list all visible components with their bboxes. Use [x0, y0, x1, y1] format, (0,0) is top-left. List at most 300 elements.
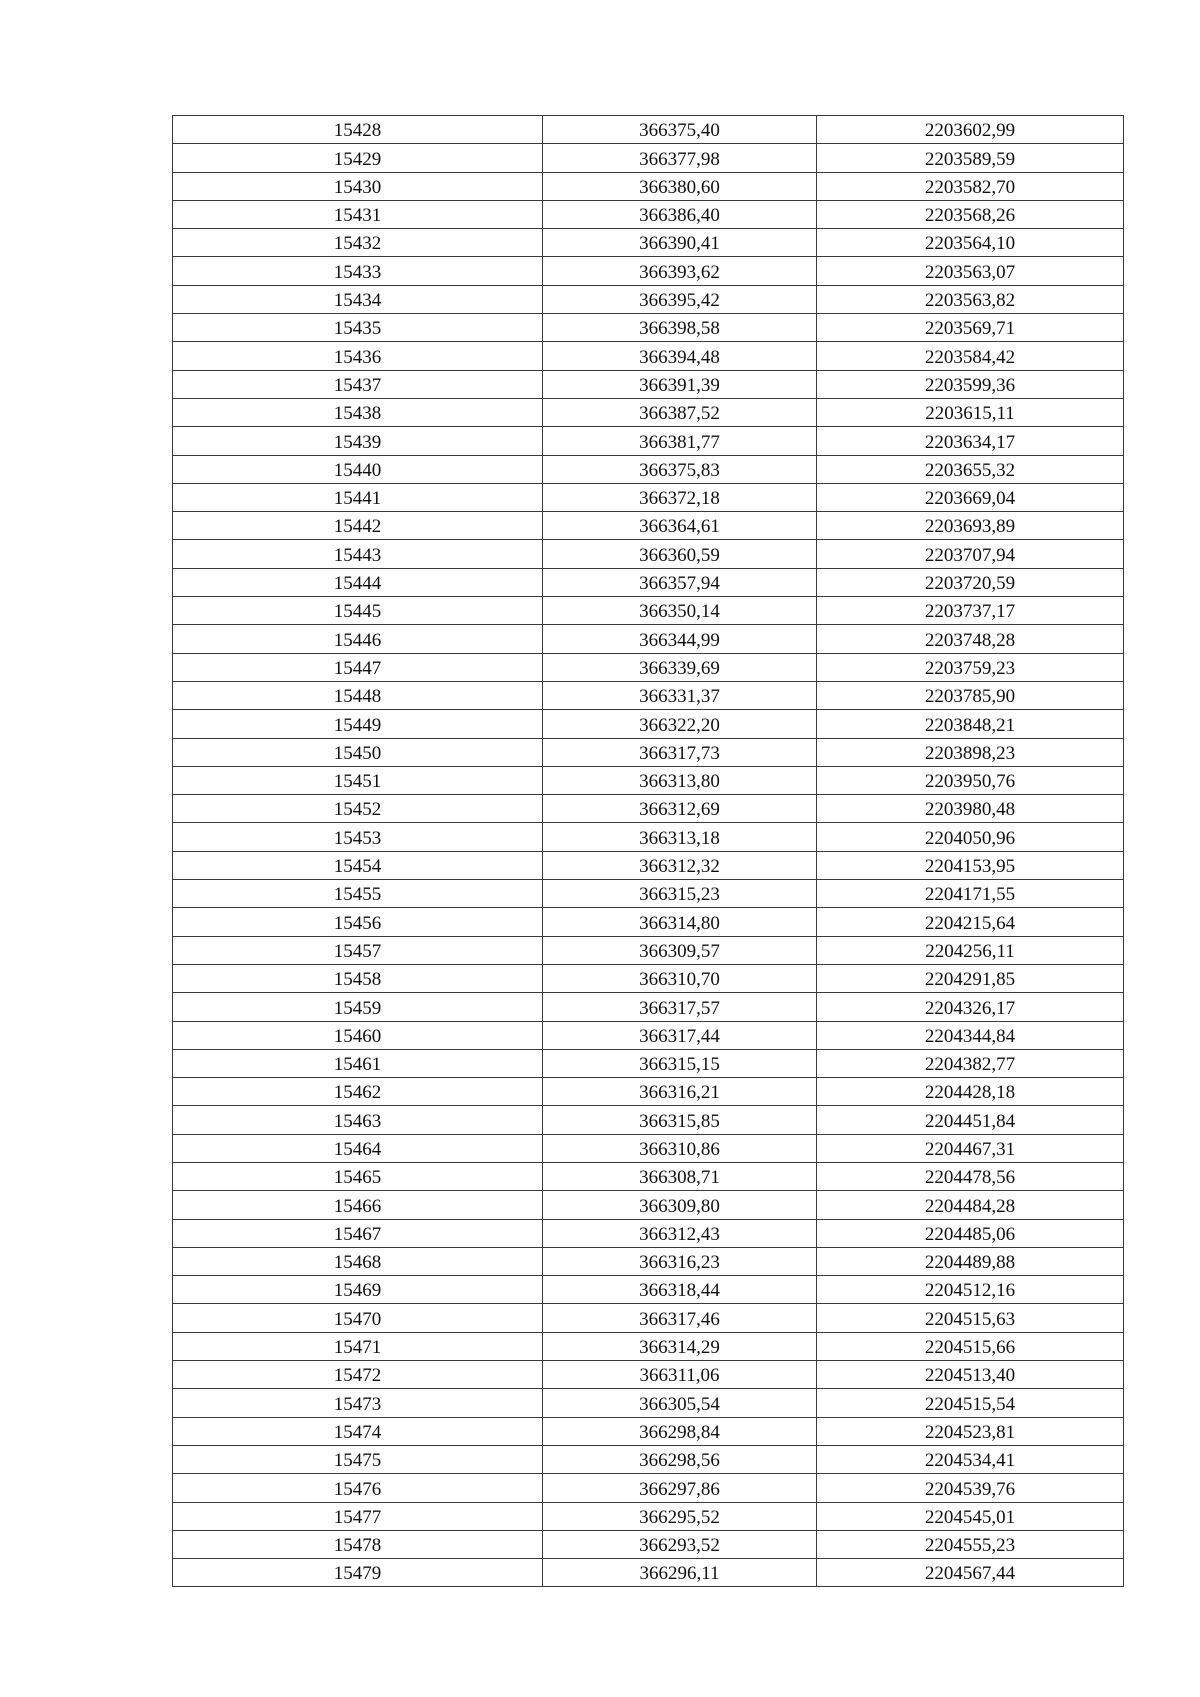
x-coordinate-cell [543, 398, 817, 426]
y-coordinate-cell-text: 2203848,21 [924, 714, 1016, 736]
table-row [173, 116, 1124, 144]
y-coordinate-cell [817, 285, 1124, 313]
y-coordinate-cell-text: 2204534,41 [924, 1450, 1016, 1472]
y-coordinate-cell [817, 908, 1124, 936]
y-coordinate-cell-text: 2203980,48 [924, 799, 1016, 821]
point-number-cell-text: 15444 [333, 573, 382, 595]
x-coordinate-cell [543, 880, 817, 908]
x-coordinate-cell [543, 993, 817, 1021]
table-row [173, 936, 1124, 964]
y-coordinate-cell-text: 2204523,81 [924, 1421, 1016, 1443]
point-number-cell [173, 851, 543, 879]
y-coordinate-cell [817, 1332, 1124, 1360]
point-number-cell-text: 15437 [333, 374, 382, 396]
x-coordinate-cell [543, 766, 817, 794]
table-row [173, 597, 1124, 625]
point-number-cell [173, 512, 543, 540]
y-coordinate-cell [817, 229, 1124, 257]
y-coordinate-cell [817, 880, 1124, 908]
x-coordinate-cell [543, 738, 817, 766]
x-coordinate-cell [543, 710, 817, 738]
point-number-cell [173, 427, 543, 455]
x-coordinate-cell-text: 366298,84 [639, 1421, 720, 1443]
point-number-cell-text: 15446 [333, 629, 382, 651]
table-row [173, 766, 1124, 794]
point-number-cell-text: 15475 [333, 1450, 382, 1472]
x-coordinate-cell [543, 851, 817, 879]
y-coordinate-cell [817, 1049, 1124, 1077]
x-coordinate-cell [543, 1021, 817, 1049]
x-coordinate-cell-text: 366391,39 [639, 374, 720, 396]
point-number-cell [173, 568, 543, 596]
point-number-cell [173, 653, 543, 681]
y-coordinate-cell [817, 851, 1124, 879]
point-number-cell-text: 15459 [333, 997, 382, 1019]
x-coordinate-cell [543, 1162, 817, 1190]
y-coordinate-cell-text: 2204545,01 [924, 1506, 1016, 1528]
table-row [173, 993, 1124, 1021]
table-row [173, 314, 1124, 342]
y-coordinate-cell [817, 540, 1124, 568]
x-coordinate-cell [543, 314, 817, 342]
y-coordinate-cell-text: 2203569,71 [924, 318, 1016, 340]
y-coordinate-cell-text: 2204428,18 [924, 1082, 1016, 1104]
point-number-cell-text: 15432 [333, 233, 382, 255]
y-coordinate-cell-text: 2204153,95 [924, 856, 1016, 878]
y-coordinate-cell [817, 427, 1124, 455]
table-row [173, 653, 1124, 681]
x-coordinate-cell-text: 366314,80 [639, 912, 720, 934]
point-number-cell [173, 1276, 543, 1304]
y-coordinate-cell-text: 2204489,88 [924, 1252, 1016, 1274]
point-number-cell-text: 15443 [333, 544, 382, 566]
point-number-cell-text: 15450 [333, 742, 382, 764]
point-number-cell-text: 15453 [333, 827, 382, 849]
point-number-cell-text: 15447 [333, 657, 382, 679]
y-coordinate-cell [817, 1191, 1124, 1219]
point-number-cell [173, 766, 543, 794]
y-coordinate-cell-text: 2204512,16 [924, 1280, 1016, 1302]
y-coordinate-cell [817, 766, 1124, 794]
point-number-cell-text: 15454 [333, 856, 382, 878]
point-number-cell [173, 1078, 543, 1106]
y-coordinate-cell [817, 1134, 1124, 1162]
point-number-cell [173, 455, 543, 483]
point-number-cell-text: 15429 [333, 148, 382, 170]
table-row [173, 1219, 1124, 1247]
point-number-cell-text: 15467 [333, 1223, 382, 1245]
point-number-cell-text: 15428 [333, 120, 382, 142]
point-number-cell [173, 795, 543, 823]
y-coordinate-cell [817, 1219, 1124, 1247]
point-number-cell-text: 15465 [333, 1167, 382, 1189]
point-number-cell-text: 15441 [333, 488, 382, 510]
point-number-cell [173, 681, 543, 709]
x-coordinate-cell-text: 366318,44 [639, 1280, 720, 1302]
point-number-cell [173, 540, 543, 568]
x-coordinate-cell [543, 823, 817, 851]
x-coordinate-cell-text: 366314,29 [639, 1337, 720, 1359]
y-coordinate-cell-text: 2203737,17 [924, 601, 1016, 623]
point-number-cell [173, 200, 543, 228]
point-number-cell-text: 15468 [333, 1252, 382, 1274]
x-coordinate-cell [543, 257, 817, 285]
y-coordinate-cell-text: 2204513,40 [924, 1365, 1016, 1387]
y-coordinate-cell [817, 144, 1124, 172]
table-row [173, 795, 1124, 823]
y-coordinate-cell-text: 2204515,63 [924, 1308, 1016, 1330]
x-coordinate-cell-text: 366315,85 [639, 1110, 720, 1132]
y-coordinate-cell [817, 200, 1124, 228]
y-coordinate-cell-text: 2203950,76 [924, 771, 1016, 793]
point-number-cell-text: 15463 [333, 1110, 382, 1132]
x-coordinate-cell [543, 540, 817, 568]
x-coordinate-cell [543, 200, 817, 228]
point-number-cell-text: 15440 [333, 459, 382, 481]
x-coordinate-cell-text: 366295,52 [639, 1506, 720, 1528]
x-coordinate-cell [543, 936, 817, 964]
x-coordinate-cell-text: 366375,83 [639, 459, 720, 481]
table-row [173, 1191, 1124, 1219]
y-coordinate-cell [817, 370, 1124, 398]
x-coordinate-cell-text: 366313,80 [639, 771, 720, 793]
table-row [173, 1332, 1124, 1360]
point-number-cell-text: 15478 [333, 1535, 382, 1557]
x-coordinate-cell-text: 366381,77 [639, 431, 720, 453]
y-coordinate-cell-text: 2203898,23 [924, 742, 1016, 764]
point-number-cell [173, 1445, 543, 1473]
point-number-cell-text: 15435 [333, 318, 382, 340]
x-coordinate-cell-text: 366311,06 [639, 1365, 720, 1387]
point-number-cell [173, 144, 543, 172]
x-coordinate-cell-text: 366357,94 [639, 573, 720, 595]
point-number-cell [173, 370, 543, 398]
point-number-cell-text: 15477 [333, 1506, 382, 1528]
y-coordinate-cell [817, 823, 1124, 851]
y-coordinate-cell [817, 1078, 1124, 1106]
x-coordinate-cell-text: 366312,32 [639, 856, 720, 878]
x-coordinate-cell [543, 1134, 817, 1162]
table-row [173, 229, 1124, 257]
y-coordinate-cell [817, 710, 1124, 738]
y-coordinate-cell [817, 1502, 1124, 1530]
y-coordinate-cell-text: 2204567,44 [924, 1563, 1016, 1585]
table-row [173, 710, 1124, 738]
y-coordinate-cell-text: 2203669,04 [924, 488, 1016, 510]
x-coordinate-cell-text: 366313,18 [639, 827, 720, 849]
table-row [173, 738, 1124, 766]
point-number-cell-text: 15431 [333, 205, 382, 227]
y-coordinate-cell [817, 795, 1124, 823]
point-number-cell [173, 257, 543, 285]
y-coordinate-cell [817, 1474, 1124, 1502]
x-coordinate-cell-text: 366305,54 [639, 1393, 720, 1415]
point-number-cell [173, 1106, 543, 1134]
point-number-cell [173, 1417, 543, 1445]
table-row [173, 427, 1124, 455]
x-coordinate-cell [543, 1417, 817, 1445]
table-row [173, 964, 1124, 992]
x-coordinate-cell [543, 568, 817, 596]
y-coordinate-cell-text: 2203563,07 [924, 261, 1016, 283]
x-coordinate-cell-text: 366310,70 [639, 969, 720, 991]
y-coordinate-cell [817, 1389, 1124, 1417]
y-coordinate-cell-text: 2204215,64 [924, 912, 1016, 934]
x-coordinate-cell-text: 366315,23 [639, 884, 720, 906]
coordinates-table [172, 115, 1124, 1587]
y-coordinate-cell [817, 964, 1124, 992]
point-number-cell [173, 1162, 543, 1190]
x-coordinate-cell-text: 366331,37 [639, 686, 720, 708]
x-coordinate-cell [543, 370, 817, 398]
x-coordinate-cell [543, 285, 817, 313]
y-coordinate-cell [817, 653, 1124, 681]
x-coordinate-cell [543, 795, 817, 823]
point-number-cell-text: 15474 [333, 1421, 382, 1443]
y-coordinate-cell-text: 2204344,84 [924, 1025, 1016, 1047]
y-coordinate-cell-text: 2204484,28 [924, 1195, 1016, 1217]
x-coordinate-cell-text: 366316,23 [639, 1252, 720, 1274]
point-number-cell-text: 15461 [333, 1054, 382, 1076]
point-number-cell-text: 15442 [333, 516, 382, 538]
table-row [173, 285, 1124, 313]
table-row [173, 1106, 1124, 1134]
y-coordinate-cell [817, 314, 1124, 342]
x-coordinate-cell-text: 366386,40 [639, 205, 720, 227]
x-coordinate-cell-text: 366317,44 [639, 1025, 720, 1047]
point-number-cell-text: 15473 [333, 1393, 382, 1415]
table-row [173, 1078, 1124, 1106]
point-number-cell-text: 15455 [333, 884, 382, 906]
y-coordinate-cell [817, 625, 1124, 653]
point-number-cell-text: 15470 [333, 1308, 382, 1330]
x-coordinate-cell-text: 366393,62 [639, 261, 720, 283]
x-coordinate-cell [543, 908, 817, 936]
point-number-cell-text: 15457 [333, 940, 382, 962]
point-number-cell [173, 597, 543, 625]
y-coordinate-cell-text: 2204485,06 [924, 1223, 1016, 1245]
point-number-cell-text: 15436 [333, 346, 382, 368]
x-coordinate-cell-text: 366317,57 [639, 997, 720, 1019]
point-number-cell-text: 15451 [333, 771, 382, 793]
y-coordinate-cell-text: 2204478,56 [924, 1167, 1016, 1189]
point-number-cell [173, 964, 543, 992]
table-row [173, 1417, 1124, 1445]
x-coordinate-cell-text: 366344,99 [639, 629, 720, 651]
table-row [173, 625, 1124, 653]
y-coordinate-cell-text: 2203693,89 [924, 516, 1016, 538]
y-coordinate-cell-text: 2203589,59 [924, 148, 1016, 170]
y-coordinate-cell-text: 2204050,96 [924, 827, 1016, 849]
point-number-cell-text: 15458 [333, 969, 382, 991]
coordinates-table-body [173, 116, 1124, 1587]
table-row [173, 483, 1124, 511]
x-coordinate-cell [543, 1078, 817, 1106]
y-coordinate-cell [817, 342, 1124, 370]
x-coordinate-cell-text: 366387,52 [639, 403, 720, 425]
point-number-cell [173, 1389, 543, 1417]
x-coordinate-cell [543, 625, 817, 653]
y-coordinate-cell [817, 1106, 1124, 1134]
y-coordinate-cell-text: 2203584,42 [924, 346, 1016, 368]
y-coordinate-cell-text: 2204515,66 [924, 1337, 1016, 1359]
x-coordinate-cell-text: 366398,58 [639, 318, 720, 340]
x-coordinate-cell [543, 1191, 817, 1219]
table-row [173, 1162, 1124, 1190]
y-coordinate-cell [817, 398, 1124, 426]
y-coordinate-cell-text: 2203748,28 [924, 629, 1016, 651]
y-coordinate-cell-text: 2203655,32 [924, 459, 1016, 481]
point-number-cell-text: 15476 [333, 1478, 382, 1500]
y-coordinate-cell-text: 2204539,76 [924, 1478, 1016, 1500]
x-coordinate-cell [543, 483, 817, 511]
x-coordinate-cell [543, 1276, 817, 1304]
table-row [173, 144, 1124, 172]
table-row [173, 172, 1124, 200]
table-row [173, 908, 1124, 936]
x-coordinate-cell [543, 229, 817, 257]
x-coordinate-cell [543, 964, 817, 992]
point-number-cell-text: 15466 [333, 1195, 382, 1217]
table-row [173, 880, 1124, 908]
point-number-cell [173, 993, 543, 1021]
y-coordinate-cell [817, 993, 1124, 1021]
x-coordinate-cell-text: 366364,61 [639, 516, 720, 538]
y-coordinate-cell [817, 483, 1124, 511]
x-coordinate-cell [543, 1361, 817, 1389]
table-row [173, 1502, 1124, 1530]
point-number-cell-text: 15439 [333, 431, 382, 453]
point-number-cell [173, 1247, 543, 1275]
y-coordinate-cell-text: 2204291,85 [924, 969, 1016, 991]
point-number-cell-text: 15462 [333, 1082, 382, 1104]
point-number-cell-text: 15445 [333, 601, 382, 623]
y-coordinate-cell-text: 2203599,36 [924, 374, 1016, 396]
table-row [173, 823, 1124, 851]
y-coordinate-cell [817, 1559, 1124, 1587]
x-coordinate-cell-text: 366339,69 [639, 657, 720, 679]
x-coordinate-cell-text: 366350,14 [639, 601, 720, 623]
point-number-cell-text: 15448 [333, 686, 382, 708]
point-number-cell [173, 1530, 543, 1558]
x-coordinate-cell [543, 653, 817, 681]
y-coordinate-cell [817, 172, 1124, 200]
y-coordinate-cell [817, 738, 1124, 766]
y-coordinate-cell [817, 1021, 1124, 1049]
point-number-cell [173, 229, 543, 257]
x-coordinate-cell-text: 366316,21 [639, 1082, 720, 1104]
x-coordinate-cell [543, 455, 817, 483]
y-coordinate-cell [817, 116, 1124, 144]
x-coordinate-cell-text: 366372,18 [639, 488, 720, 510]
x-coordinate-cell [543, 172, 817, 200]
point-number-cell [173, 285, 543, 313]
x-coordinate-cell-text: 366309,80 [639, 1195, 720, 1217]
x-coordinate-cell-text: 366360,59 [639, 544, 720, 566]
table-row [173, 1530, 1124, 1558]
y-coordinate-cell [817, 1417, 1124, 1445]
x-coordinate-cell [543, 342, 817, 370]
point-number-cell [173, 172, 543, 200]
table-row [173, 200, 1124, 228]
point-number-cell-text: 15433 [333, 261, 382, 283]
point-number-cell [173, 1559, 543, 1587]
x-coordinate-cell [543, 1049, 817, 1077]
table-row [173, 1247, 1124, 1275]
table-row [173, 1361, 1124, 1389]
y-coordinate-cell [817, 681, 1124, 709]
point-number-cell [173, 1502, 543, 1530]
table-row [173, 1389, 1124, 1417]
y-coordinate-cell [817, 1445, 1124, 1473]
table-row [173, 370, 1124, 398]
table-row [173, 1559, 1124, 1587]
table-row [173, 1304, 1124, 1332]
y-coordinate-cell-text: 2204467,31 [924, 1138, 1016, 1160]
x-coordinate-cell [543, 1247, 817, 1275]
x-coordinate-cell [543, 1530, 817, 1558]
y-coordinate-cell-text: 2203615,11 [925, 403, 1015, 425]
point-number-cell [173, 1219, 543, 1247]
x-coordinate-cell-text: 366310,86 [639, 1138, 720, 1160]
table-row [173, 455, 1124, 483]
x-coordinate-cell [543, 1106, 817, 1134]
point-number-cell [173, 710, 543, 738]
y-coordinate-cell [817, 936, 1124, 964]
x-coordinate-cell-text: 366296,11 [639, 1563, 720, 1585]
point-number-cell-text: 15460 [333, 1025, 382, 1047]
point-number-cell [173, 1332, 543, 1360]
table-row [173, 342, 1124, 370]
y-coordinate-cell-text: 2204326,17 [924, 997, 1016, 1019]
x-coordinate-cell-text: 366317,46 [639, 1308, 720, 1330]
x-coordinate-cell [543, 116, 817, 144]
x-coordinate-cell [543, 1219, 817, 1247]
x-coordinate-cell [543, 681, 817, 709]
table-row [173, 1474, 1124, 1502]
point-number-cell [173, 342, 543, 370]
point-number-cell [173, 398, 543, 426]
point-number-cell [173, 823, 543, 851]
table-row [173, 540, 1124, 568]
x-coordinate-cell-text: 366308,71 [639, 1167, 720, 1189]
y-coordinate-cell-text: 2204382,77 [924, 1054, 1016, 1076]
y-coordinate-cell-text: 2203563,82 [924, 290, 1016, 312]
x-coordinate-cell-text: 366312,43 [639, 1223, 720, 1245]
point-number-cell [173, 1474, 543, 1502]
x-coordinate-cell [543, 1389, 817, 1417]
table-row [173, 568, 1124, 596]
point-number-cell [173, 1304, 543, 1332]
point-number-cell-text: 15430 [333, 176, 382, 198]
point-number-cell-text: 15438 [333, 403, 382, 425]
table-row [173, 1445, 1124, 1473]
x-coordinate-cell-text: 366375,40 [639, 120, 720, 142]
x-coordinate-cell-text: 366377,98 [639, 148, 720, 170]
x-coordinate-cell [543, 1502, 817, 1530]
point-number-cell [173, 314, 543, 342]
y-coordinate-cell [817, 1247, 1124, 1275]
y-coordinate-cell-text: 2203707,94 [924, 544, 1016, 566]
y-coordinate-cell [817, 1162, 1124, 1190]
table-row [173, 681, 1124, 709]
point-number-cell [173, 1021, 543, 1049]
y-coordinate-cell-text: 2203582,70 [924, 176, 1016, 198]
y-coordinate-cell [817, 257, 1124, 285]
x-coordinate-cell-text: 366297,86 [639, 1478, 720, 1500]
point-number-cell [173, 1191, 543, 1219]
x-coordinate-cell [543, 1445, 817, 1473]
